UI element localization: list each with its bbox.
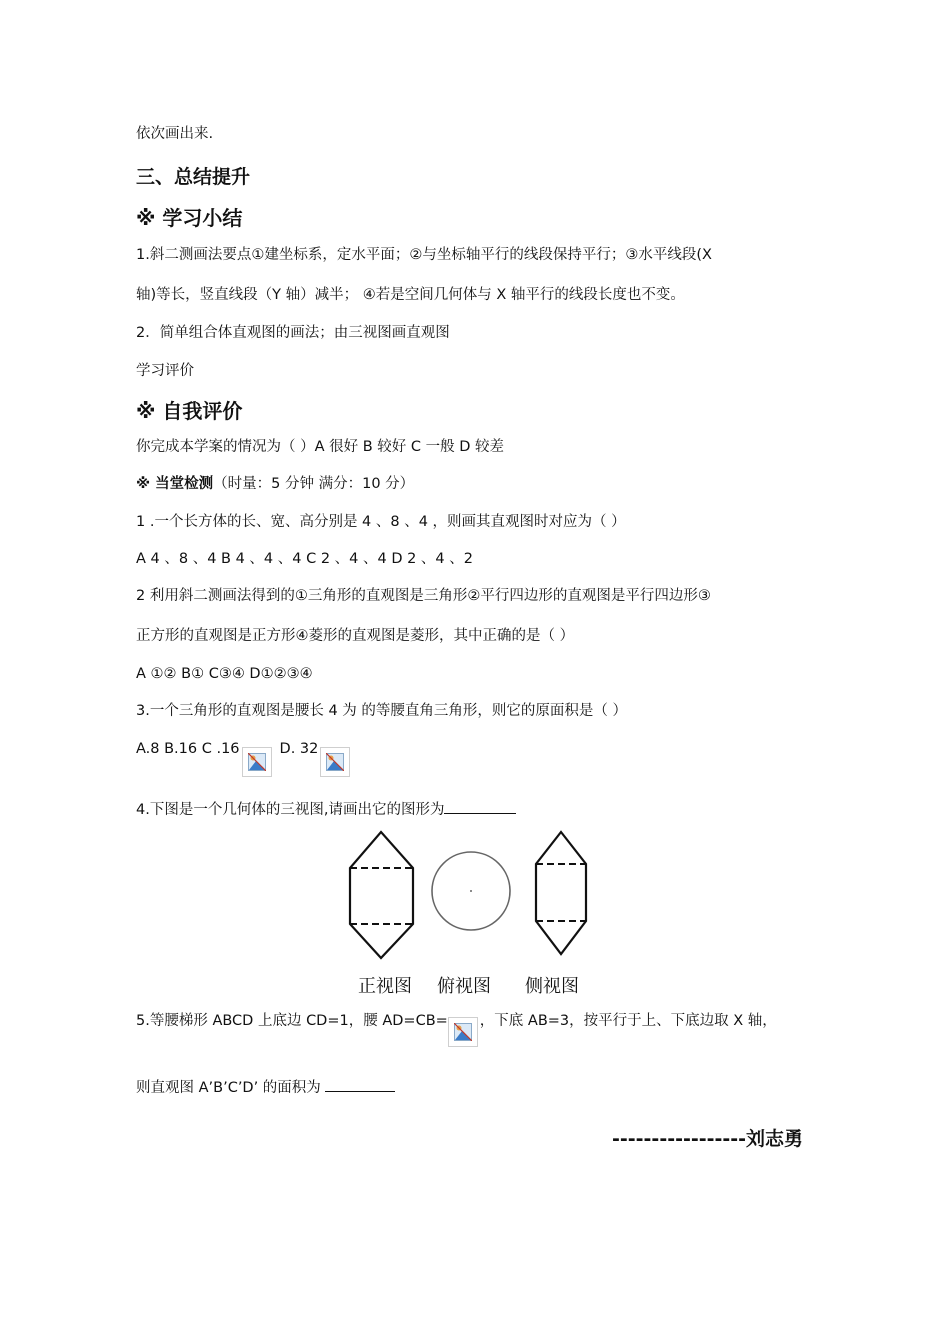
question-1: 1 .一个长方体的长、宽、高分别是 4 、8 、4 ，则画其直观图时对应为（ ）	[136, 514, 626, 530]
side-view-shape	[536, 832, 586, 954]
question-4	[136, 799, 516, 820]
q3-options-b: D. 32	[279, 741, 319, 757]
question-3: 3.一个三角形的直观图是腰长 4 为 的等腰直角三角形，则它的原面积是（ ）	[136, 703, 627, 719]
question-2b: 正方形的直观图是正方形④菱形的直观图是菱形，其中正确的是（ ）	[136, 628, 575, 644]
front-view-shape	[350, 832, 413, 958]
top-view-label: 俯视图	[437, 976, 491, 997]
intro-text: 依次画出来.	[136, 126, 214, 142]
top-view-center	[470, 890, 472, 892]
q5a-part-2: ，下底 AB=3，按平行于上、下底边取 X 轴，	[479, 1013, 777, 1029]
summary-title: ※ 学习小结	[136, 206, 243, 230]
summary-point-1a: 1.斜二测画法要点①建坐标系，定水平面；②与坐标轴平行的线段保持平行；③水平线段(X	[136, 247, 712, 263]
answer-blank	[444, 799, 516, 814]
q5a-part-1: 5.等腰梯形 ABCD 上底边 CD=1，腰 AD=CB=	[136, 1013, 448, 1029]
broken-image-icon	[320, 747, 350, 777]
self-eval-title: ※ 自我评价	[136, 399, 243, 423]
q3-options-a: A.8 B.16 C .16	[136, 741, 240, 757]
author-signature: -----------------刘志勇	[612, 1128, 804, 1150]
summary-point-2: 2．简单组合体直观图的画法；由三视图画直观图	[136, 325, 450, 341]
test-heading-bold: ※ 当堂检测	[136, 476, 214, 492]
q5b-text: 则直观图 A’B’C’D’ 的面积为	[136, 1080, 326, 1096]
broken-image-icon	[448, 1017, 478, 1047]
q4-text: 4.下图是一个几何体的三视图,请画出它的图形为	[136, 802, 445, 818]
question-5a	[136, 1011, 777, 1047]
summary-point-1b: 轴)等长，竖直线段（Y 轴）减半； ④若是空间几何体与 X 轴平行的线段长度也不变。	[136, 287, 685, 303]
section-title: 三、总结提升	[136, 166, 251, 188]
eval-label: 学习评价	[136, 363, 194, 379]
side-view-label: 侧视图	[525, 976, 579, 997]
test-heading	[136, 474, 414, 494]
question-2-options: A ①② B① C③④ D①②③④	[136, 666, 313, 682]
question-3-options	[136, 739, 350, 777]
question-1-options: A 4 、8 、4 B 4 、4 、4 C 2 、4 、4 D 2 、4 、2	[136, 551, 473, 567]
self-eval-question: 你完成本学案的情况为（ ）A 很好 B 较好 C 一般 D 较差	[136, 439, 505, 455]
front-view-label: 正视图	[358, 976, 412, 997]
answer-blank	[325, 1077, 395, 1092]
question-2a: 2 利用斜二测画法得到的①三角形的直观图是三角形②平行四边形的直观图是平行四边形③	[136, 588, 711, 604]
test-heading-note: （时量：5 分钟 满分：10 分）	[213, 476, 415, 492]
question-5b	[136, 1077, 395, 1098]
broken-image-icon	[242, 747, 272, 777]
